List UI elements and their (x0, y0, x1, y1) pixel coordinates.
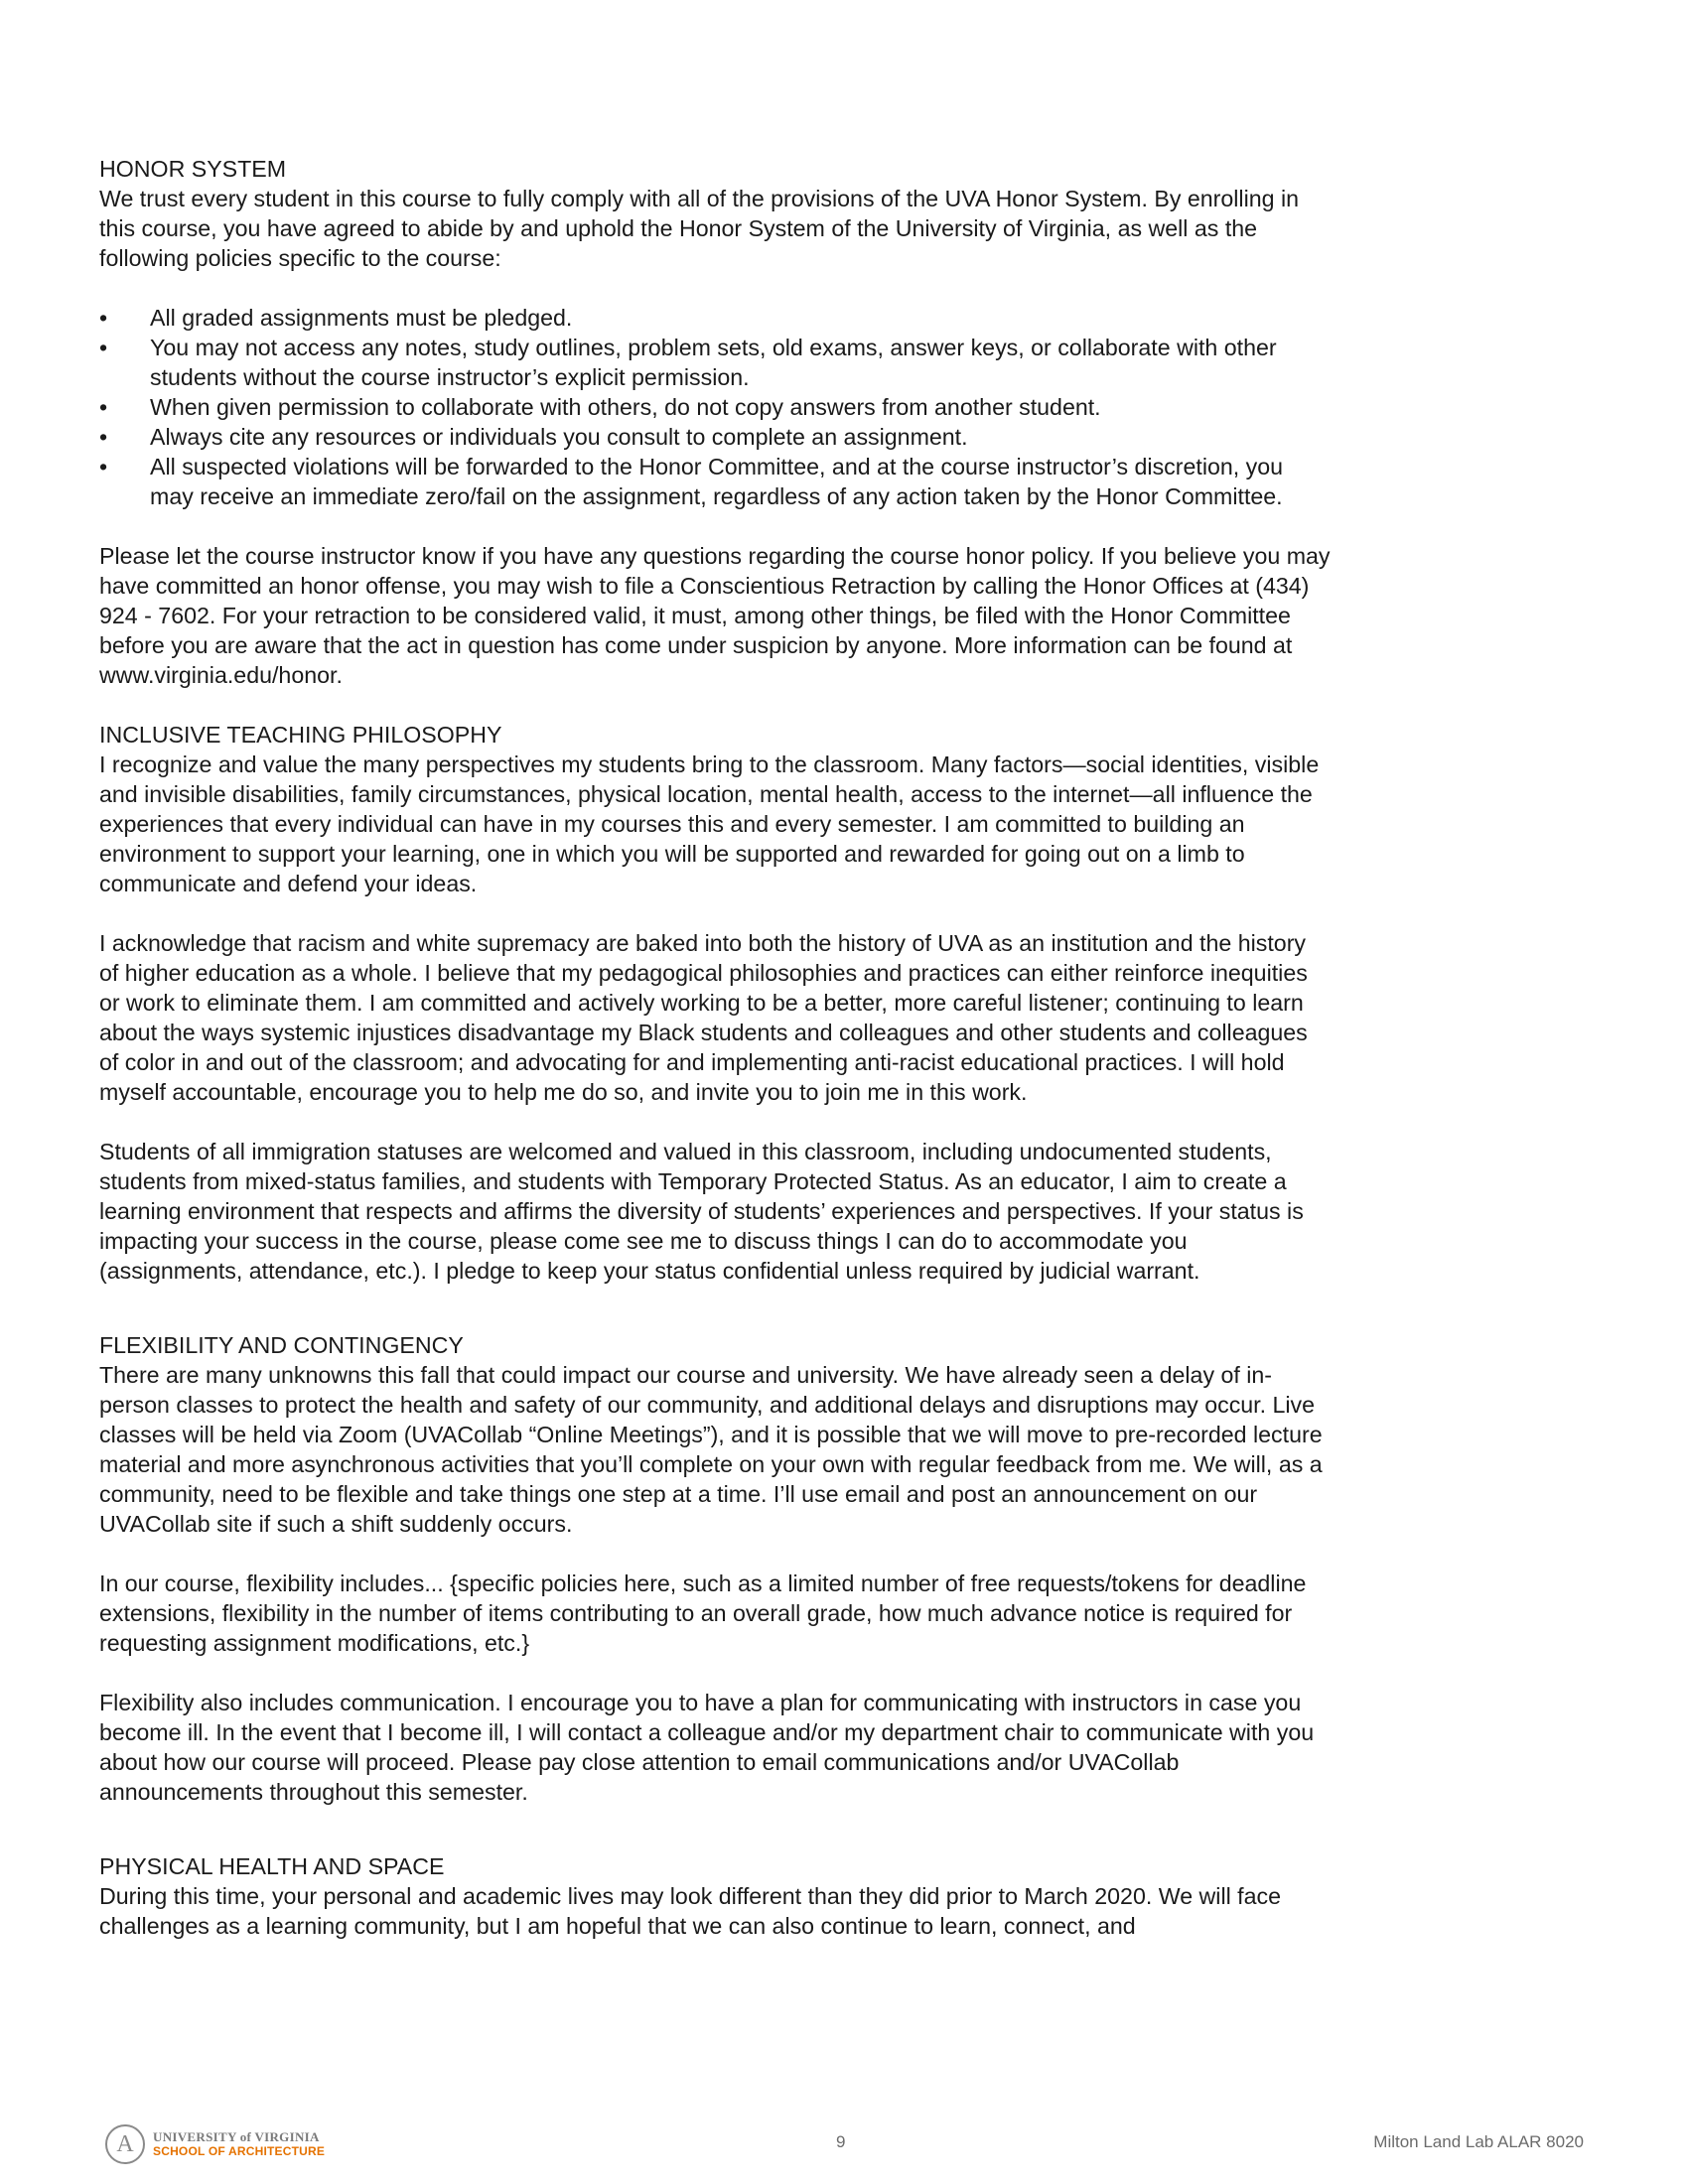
inclusive-paragraph-2: I acknowledge that racism and white supremacy are baked into both the history of UVA as an institution and the history of higher education as a whole. I believe that my pedagogical philosophies and practices can either reinforce inequities or work to eliminate them. I am committed and actively working to be a better, more careful listener; continuing to learn about the ways systemic injustices disadvantage my Black students and colleagues and other students and colleagues of color in and out of the classroom; and advocating for and implementing anti-racist educational practices. I will hold myself accountable, encourage you to help me do so, and invite you to join me in this work. (99, 930, 1308, 1105)
honor-retraction-paragraph: Please let the course instructor know if you have any questions regarding the course honor policy. If you believe you may have committed an honor offense, you may wish to file a Conscientious Retraction by calling the Honor Offices at (434) 924 - 7602. For your retraction to be considered valid, it must, among other things, be filed with the Honor Committee before you are aware that the act in question has come under suspicion by anyone. More information can be found at www.virginia.edu/honor. (99, 543, 1331, 688)
bullet-icon: • (99, 394, 108, 420)
flexibility-heading: FLEXIBILITY AND CONTINGENCY (99, 1332, 464, 1358)
bullet-icon: • (99, 424, 108, 450)
logo-school-name: SCHOOL OF ARCHITECTURE (153, 2144, 326, 2158)
page-number: 9 (836, 2132, 846, 2151)
list-item (99, 333, 1331, 392)
honor-intro: We trust every student in this course to fully comply with all of the provisions of the UVA Honor System. By enrolling in this course, you have agreed to abide by and uphold the Honor System of the University of Virginia, as well as the following policies specific to the course: (99, 186, 1300, 271)
course-label: Milton Land Lab ALAR 8020 (1373, 2132, 1584, 2151)
document-page (99, 154, 1331, 1941)
physical-health-heading: PHYSICAL HEALTH AND SPACE (99, 1853, 445, 1879)
uva-architecture-logo (105, 2124, 325, 2164)
bullet-icon: • (99, 335, 108, 360)
bullet-icon: • (99, 305, 108, 331)
rotunda-logo-icon: A (105, 2124, 145, 2164)
list-item (99, 392, 1331, 422)
list-item (99, 303, 1331, 333)
physical-health-paragraph-1: During this time, your personal and academic lives may look different than they did prior to March 2020. We will face challenges as a learning community, but I am hopeful that we can also continue to learn, connect, and (99, 1883, 1282, 1939)
list-item (99, 422, 1331, 452)
flexibility-paragraph-2: In our course, flexibility includes... {specific policies here, such as a limited number of free requests/tokens for deadline extensions, flexibility in the number of items contributing to an overall grade, how much advance notice is required for requesting assignment modifications, etc.} (99, 1570, 1307, 1656)
list-item-text: You may not access any notes, study outlines, problem sets, old exams, answer keys, or collaborate with other students without the course instructor’s explicit permission. (150, 335, 1277, 390)
list-item-text: Always cite any resources or individuals you consult to complete an assignment. (150, 424, 968, 450)
list-item-text: All graded assignments must be pledged. (150, 305, 573, 331)
honor-policy-list (99, 303, 1331, 511)
inclusive-heading: INCLUSIVE TEACHING PHILOSOPHY (99, 722, 502, 748)
flexibility-paragraph-1: There are many unknowns this fall that could impact our course and university. We have already seen a delay of in-person classes to protect the health and safety of our community, and additional delays and disruptions may occur. Live classes will be held via Zoom (UVACollab “Online Meetings”), and it is possible that we will move to pre-recorded lecture material and more asynchronous activities that you’ll complete on your own with regular feedback from me. We will, as a community, need to be flexible and take things one step at a time. I’ll use email and post an announcement on our UVACollab site if such a shift suddenly occurs. (99, 1362, 1323, 1537)
honor-heading: HONOR SYSTEM (99, 156, 287, 182)
page-footer (0, 2124, 1688, 2184)
bullet-icon: • (99, 454, 108, 479)
flexibility-paragraph-3: Flexibility also includes communication. I encourage you to have a plan for communicating with instructors in case you become ill. In the event that I become ill, I will contact a colleague and/or my department chair to communicate with you about how our course will proceed. Please pay close attention to email communications and/or UVACollab announcements throughout this semester. (99, 1690, 1315, 1805)
list-item-text: When given permission to collaborate with others, do not copy answers from another student. (150, 394, 1101, 420)
list-item (99, 452, 1331, 511)
logo-university-name: UNIVERSITY of VIRGINIA (153, 2129, 320, 2144)
list-item-text: All suspected violations will be forwarded to the Honor Committee, and at the course instructor’s discretion, you may receive an immediate zero/fail on the assignment, regardless of any action taken by the Honor Committee. (150, 454, 1284, 509)
inclusive-paragraph-3: Students of all immigration statuses are welcomed and valued in this classroom, including undocumented students, students from mixed-status families, and students with Temporary Protected Status. As an educator, I aim to create a learning environment that respects and affirms the diversity of students’ experiences and perspectives. If your status is impacting your success in the course, please come see me to discuss things I can do to accommodate you (assignments, attendance, etc.). I pledge to keep your status confidential unless required by judicial warrant. (99, 1139, 1304, 1284)
inclusive-paragraph-1: I recognize and value the many perspectives my students bring to the classroom. Many factors—social identities, visible and invisible disabilities, family circumstances, physical location, mental health, access to the internet—all influence the experiences that every individual can have in my courses this and every semester. I am committed to building an environment to support your learning, one in which you will be supported and rewarded for going out on a limb to communicate and defend your ideas. (99, 751, 1320, 896)
